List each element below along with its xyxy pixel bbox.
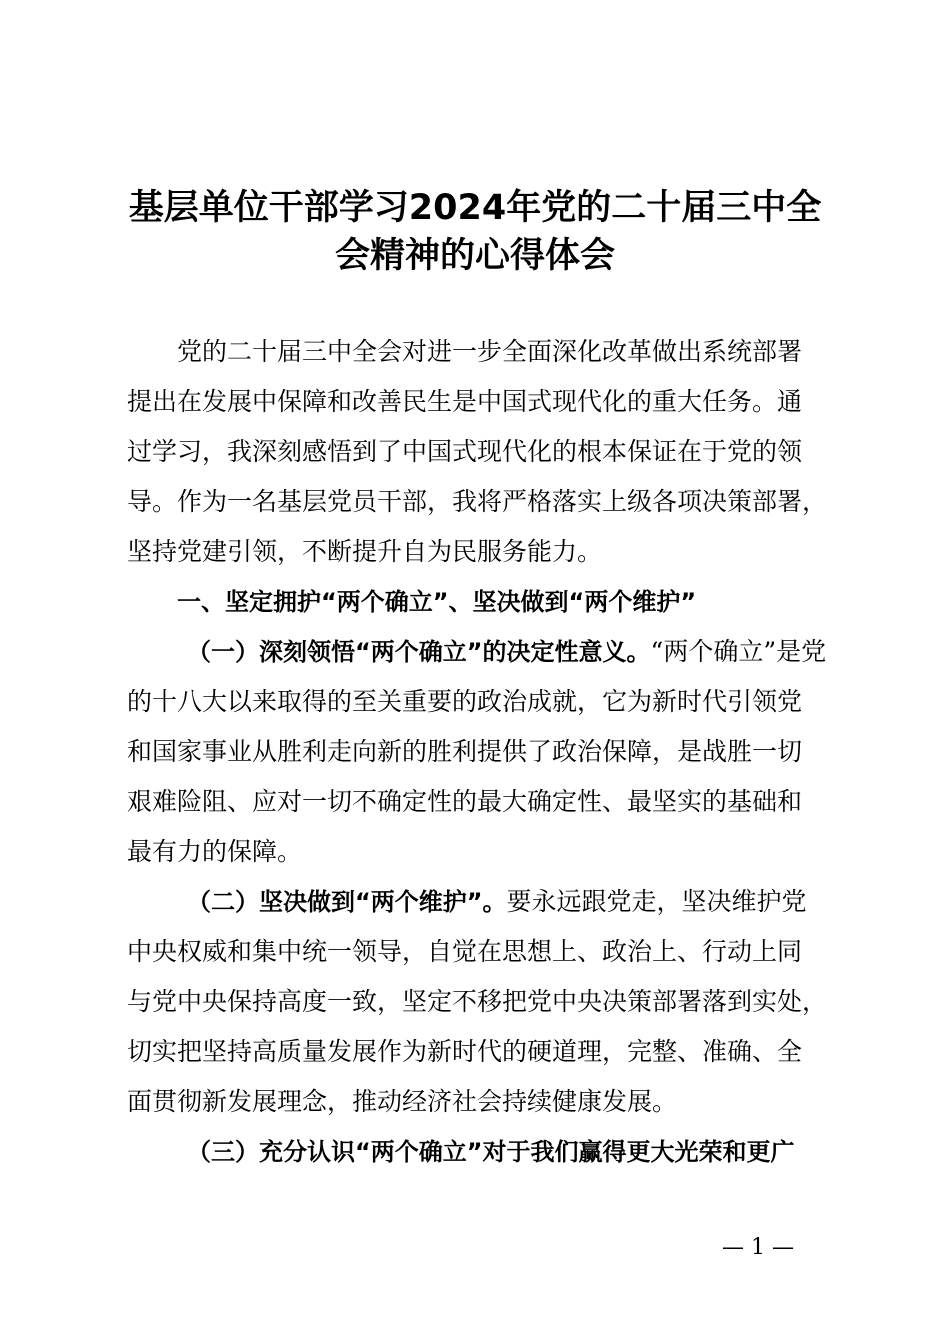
document-title-line-1: 基层单位干部学习2024年党的二十届三中全 xyxy=(128,188,822,228)
intro-line-2: 提出在发展中保障和改善民生是中国式现代化的重大任务。通 xyxy=(127,387,803,416)
intro-line-5: 坚持党建引领，不断提升自为民服务能力。 xyxy=(127,537,603,566)
subsection-2-text: 要永远跟党走，坚决维护党 xyxy=(506,887,807,916)
page-number: — 1 — xyxy=(722,1235,794,1260)
subsection-2-line-3: 与党中央保持高度一致，坚定不移把党中央决策部署落到实处， xyxy=(127,987,828,1016)
intro-line-1: 党的二十届三中全会对进一步全面深化改革做出系统部署 xyxy=(177,337,803,366)
subsection-1-line-4: 艰难险阻、应对一切不确定性的最大确定性、最坚实的基础和 xyxy=(127,787,803,816)
subsection-1-line-5: 最有力的保障。 xyxy=(127,837,303,866)
subsection-2-line-4: 切实把坚持高质量发展作为新时代的硬道理，完整、准确、全 xyxy=(127,1037,803,1066)
subsection-2-heading: （二）坚决做到“两个维护”。 xyxy=(187,888,507,916)
subsection-1-text: “两个确立”是党 xyxy=(650,637,827,666)
intro-line-3: 过学习，我深刻感悟到了中国式现代化的根本保证在于党的领 xyxy=(127,437,803,466)
subsection-1-line-2: 的十八大以来取得的至关重要的政治成就，它为新时代引领党 xyxy=(127,687,803,716)
subsection-1-line-3: 和国家事业从胜利走向新的胜利提供了政治保障，是战胜一切 xyxy=(127,737,803,766)
subsection-1-first-line xyxy=(187,634,826,670)
document-title-line-2: 会精神的心得体会 xyxy=(334,236,615,276)
subsection-3-heading: （三）充分认识“两个确立”对于我们赢得更大光荣和更广 xyxy=(187,1138,795,1166)
subsection-2-line-5: 面贯彻新发展理念，推动经济社会持续健康发展。 xyxy=(127,1087,678,1116)
subsection-2-first-line xyxy=(187,884,807,920)
subsection-2-line-2: 中央权威和集中统一领导，自觉在思想上、政治上、行动上同 xyxy=(127,937,803,966)
intro-line-4: 导。作为一名基层党员干部，我将严格落实上级各项决策部署， xyxy=(127,487,828,516)
subsection-1-heading: （一）深刻领悟“两个确立”的决定性意义。 xyxy=(187,638,651,666)
section-heading-1: 一、坚定拥护“两个确立”、坚决做到“两个维护” xyxy=(177,588,697,616)
